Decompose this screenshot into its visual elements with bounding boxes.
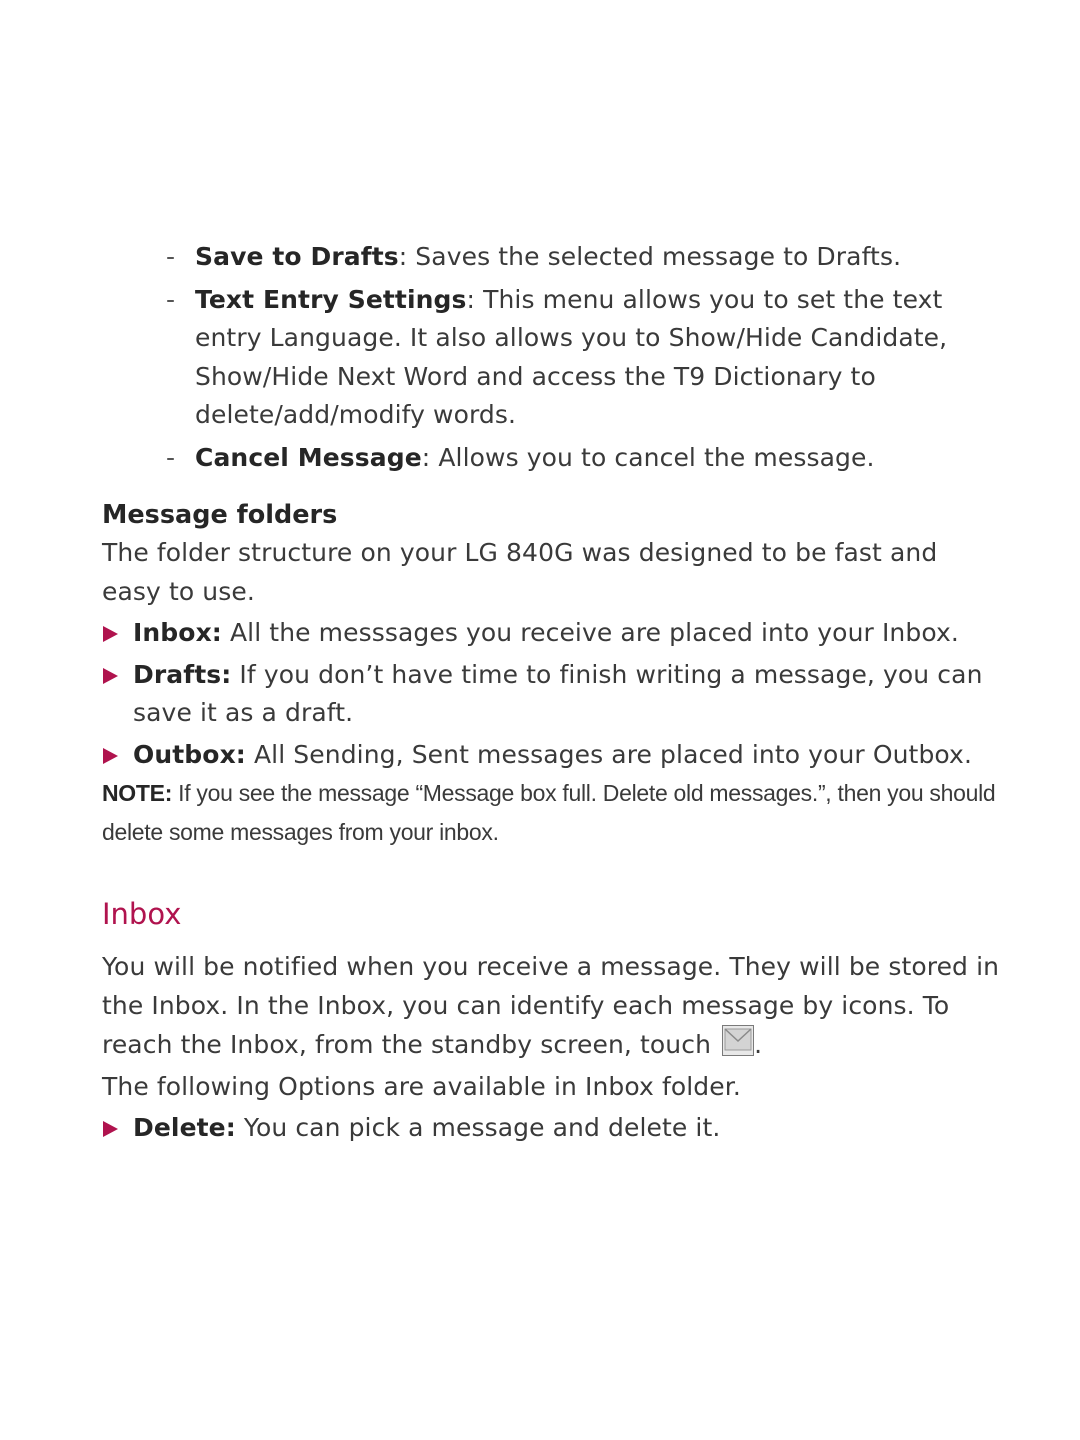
folder-term: Inbox:	[133, 618, 222, 647]
option-term: Save to Drafts	[195, 242, 399, 271]
note-paragraph	[102, 774, 1002, 851]
dash-marker: -	[166, 442, 176, 472]
inbox-heading: Inbox	[102, 897, 182, 931]
option-save-to-drafts	[166, 238, 1002, 277]
option-description: : Allows you to cancel the message.	[421, 442, 875, 472]
folder-description: If you don’t have time to finish writing a message, you can save it as a draft.	[133, 659, 983, 727]
folder-term: Drafts:	[133, 659, 232, 689]
inbox-description-end: .	[754, 1030, 763, 1059]
inbox-description-text: You will be notified when you receive a message. They will be stored in the Inbox. In the Inbox, you can identify each message by icons. To reach the Inbox, from the standby screen, touch	[102, 952, 1000, 1059]
dash-marker: -	[166, 242, 176, 271]
message-folders-heading: Message folders	[102, 500, 338, 530]
option-text-entry-settings	[166, 281, 1002, 435]
option-term: Text Entry Settings	[195, 284, 467, 314]
option-cancel-message	[166, 439, 1002, 478]
dash-marker: -	[166, 284, 176, 314]
option-description: : Saves the selected message to Drafts.	[398, 242, 902, 271]
inbox-option-term: Delete:	[133, 1113, 236, 1142]
note-text: If you see the message “Message box full. Delete old messages.”, then you should delete some messages from your inbox.	[102, 780, 996, 845]
note-label: NOTE:	[102, 780, 173, 806]
inbox-options-intro: The following Options are available in Inbox folder.	[102, 1071, 741, 1101]
inbox-option-description: You can pick a message and delete it.	[235, 1113, 721, 1142]
arrow-right-icon	[103, 748, 118, 764]
folder-item-outbox	[102, 736, 1002, 775]
option-description: : This menu allows you to set the text entry Language. It also allows you to Show/Hide Candidate, Show/Hide Next Word and access the T9 Dictionary to delete/add/modify words.	[195, 284, 948, 429]
envelope-icon	[722, 1025, 754, 1056]
folder-term: Outbox:	[133, 739, 246, 769]
option-term: Cancel Message	[195, 442, 422, 472]
folder-description: All Sending, Sent messages are placed into your Outbox.	[245, 739, 972, 769]
inbox-option-delete	[102, 1109, 1002, 1148]
options-list	[166, 238, 1002, 477]
manual-page	[102, 238, 1002, 1148]
folder-item-inbox	[102, 614, 1002, 653]
inbox-description	[102, 948, 1002, 1065]
arrow-right-icon	[103, 668, 118, 684]
folder-item-drafts	[102, 656, 1002, 733]
message-folders-intro: The folder structure on your LG 840G was designed to be fast and easy to use.	[102, 538, 938, 606]
arrow-right-icon	[103, 1121, 118, 1137]
folder-description: All the messsages you receive are placed into your Inbox.	[221, 618, 959, 647]
arrow-right-icon	[103, 626, 118, 642]
